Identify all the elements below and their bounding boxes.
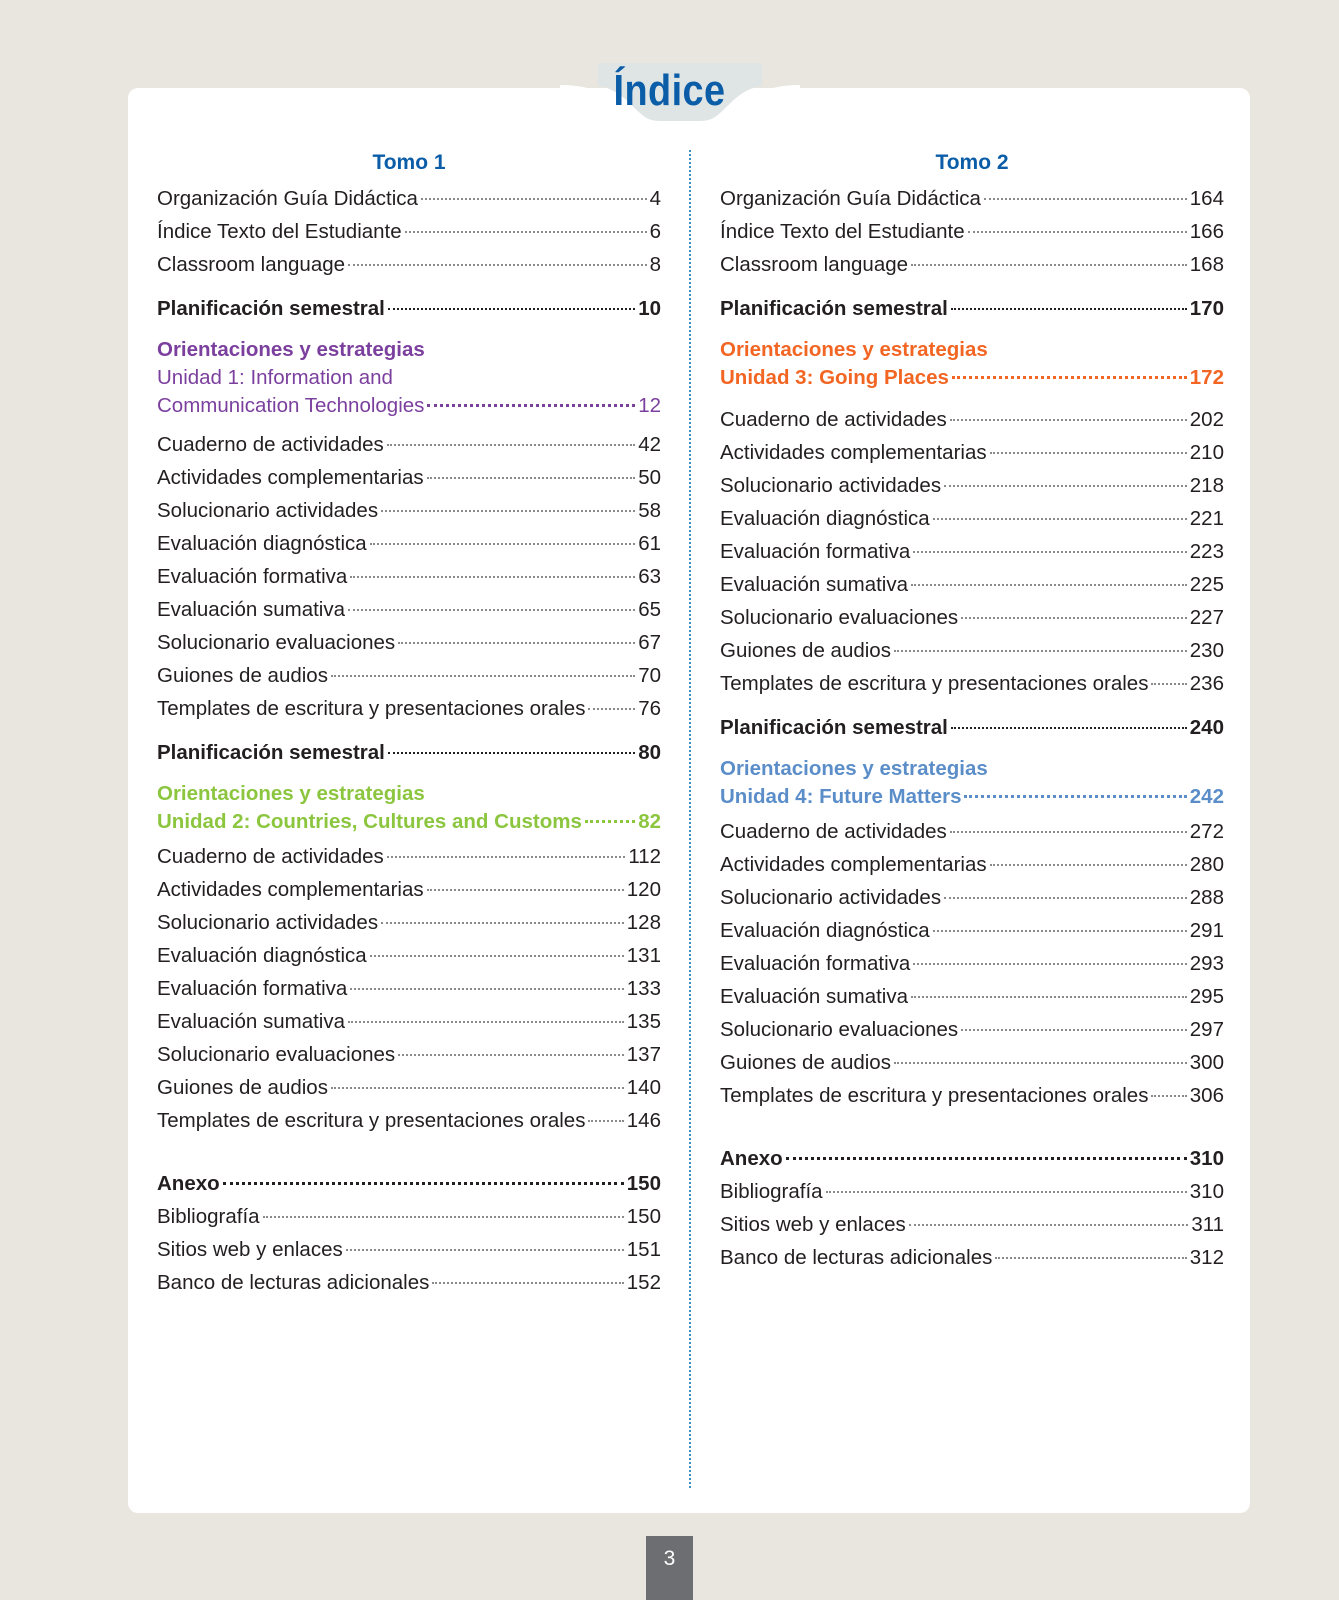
toc-entry-unit-2[interactable]: Unidad 2: Countries, Cultures and Customs 82 <box>157 810 661 833</box>
toc-entry[interactable]: Sitios web y enlaces 151 <box>157 1238 661 1261</box>
dot-leader <box>388 752 635 754</box>
tomo-2-column <box>720 148 1224 1274</box>
dot-leader <box>427 477 636 479</box>
dot-leader <box>348 264 647 266</box>
section-heading-unit-1: Orientaciones y estrategias <box>157 338 425 361</box>
toc-entry[interactable]: Organización Guía Didáctica 4 <box>157 187 661 210</box>
toc-entry[interactable]: Guiones de audios 230 <box>720 639 1224 662</box>
dot-leader <box>331 1087 624 1089</box>
toc-entry[interactable]: Evaluación sumativa 225 <box>720 573 1224 596</box>
toc-entry[interactable]: Índice Texto del Estudiante 166 <box>720 220 1224 243</box>
tomo-2-heading: Tomo 2 <box>935 151 1009 174</box>
toc-entry[interactable]: Bibliografía 310 <box>720 1180 1224 1203</box>
dot-leader <box>388 308 635 310</box>
toc-entry[interactable]: Guiones de audios 70 <box>157 664 661 687</box>
dot-leader <box>990 864 1187 866</box>
toc-entry[interactable]: Evaluación diagnóstica 131 <box>157 944 661 967</box>
section-heading-unit-4: Orientaciones y estrategias <box>720 757 988 780</box>
dot-leader <box>398 642 635 644</box>
dot-leader <box>432 1282 623 1284</box>
dot-leader <box>381 922 624 924</box>
dot-leader <box>913 551 1186 553</box>
toc-entry[interactable]: Actividades complementarias 120 <box>157 878 661 901</box>
dot-leader <box>911 996 1187 998</box>
toc-entry[interactable]: Classroom language 168 <box>720 253 1224 276</box>
dot-leader <box>995 1257 1186 1259</box>
toc-entry[interactable]: Actividades complementarias 280 <box>720 853 1224 876</box>
toc-entry[interactable]: Banco de lecturas adicionales 312 <box>720 1246 1224 1269</box>
dot-leader <box>1151 1095 1186 1097</box>
tomo-1-heading: Tomo 1 <box>372 151 446 174</box>
toc-entry[interactable]: Templates de escritura y presentaciones orales 306 <box>720 1084 1224 1107</box>
toc-entry-anexo[interactable]: Anexo 150 <box>157 1172 661 1195</box>
dot-leader <box>421 198 647 200</box>
dot-leader <box>786 1157 1187 1160</box>
toc-entry[interactable]: Actividades complementarias 210 <box>720 441 1224 464</box>
dot-leader <box>350 988 623 990</box>
dot-leader <box>826 1191 1187 1193</box>
toc-entry[interactable]: Solucionario actividades 128 <box>157 911 661 934</box>
toc-entry[interactable]: Solucionario actividades 218 <box>720 474 1224 497</box>
dot-leader <box>964 795 1186 798</box>
toc-entry[interactable]: Organización Guía Didáctica 164 <box>720 187 1224 210</box>
dot-leader <box>405 231 647 233</box>
dot-leader <box>952 376 1187 379</box>
page-number: 3 <box>646 1536 693 1600</box>
toc-entry-unit-4[interactable]: Unidad 4: Future Matters 242 <box>720 785 1224 808</box>
toc-entry[interactable]: Evaluación sumativa 135 <box>157 1010 661 1033</box>
dot-leader <box>990 452 1187 454</box>
dot-leader <box>350 576 635 578</box>
toc-entry[interactable]: Evaluación sumativa 65 <box>157 598 661 621</box>
toc-entry[interactable]: Cuaderno de actividades 272 <box>720 820 1224 843</box>
toc-entry-unit-3[interactable]: Unidad 3: Going Places 172 <box>720 366 1224 389</box>
dot-leader <box>346 1249 624 1251</box>
dot-leader <box>894 1062 1187 1064</box>
toc-entry[interactable]: Solucionario evaluaciones 227 <box>720 606 1224 629</box>
dot-leader <box>951 308 1187 310</box>
dot-leader <box>911 264 1187 266</box>
dot-leader <box>427 889 624 891</box>
toc-entry[interactable]: Solucionario actividades 288 <box>720 886 1224 909</box>
dot-leader <box>370 543 635 545</box>
toc-entry[interactable]: Solucionario evaluaciones 137 <box>157 1043 661 1066</box>
dot-leader <box>968 231 1187 233</box>
dot-leader <box>370 955 624 957</box>
dot-leader <box>950 419 1187 421</box>
toc-entry[interactable]: Sitios web y enlaces 311 <box>720 1213 1224 1236</box>
toc-entry-planificacion[interactable]: Planificación semestral 170 <box>720 297 1224 320</box>
section-heading-unit-2: Orientaciones y estrategias <box>157 782 425 805</box>
toc-entry[interactable]: Actividades complementarias 50 <box>157 466 661 489</box>
toc-entry[interactable]: Banco de lecturas adicionales 152 <box>157 1271 661 1294</box>
dot-leader <box>950 831 1187 833</box>
toc-entry[interactable]: Evaluación formativa 63 <box>157 565 661 588</box>
dot-leader <box>984 198 1187 200</box>
toc-entry[interactable]: Evaluación diagnóstica 61 <box>157 532 661 555</box>
unit-1-title-line-1: Unidad 1: Information and <box>157 366 393 389</box>
dot-leader <box>933 518 1187 520</box>
toc-entry-planificacion[interactable]: Planificación semestral 80 <box>157 741 661 764</box>
dot-leader <box>961 617 1187 619</box>
toc-entry[interactable]: Solucionario evaluaciones 67 <box>157 631 661 654</box>
dot-leader <box>944 485 1187 487</box>
toc-entry[interactable]: Guiones de audios 300 <box>720 1051 1224 1074</box>
dot-leader <box>387 856 626 858</box>
toc-entry-unit-1[interactable]: Communication Technologies 12 <box>157 394 661 417</box>
toc-entry[interactable]: Índice Texto del Estudiante 6 <box>157 220 661 243</box>
dot-leader <box>398 1054 624 1056</box>
section-heading-unit-3: Orientaciones y estrategias <box>720 338 988 361</box>
column-divider <box>689 150 691 1488</box>
toc-entry[interactable]: Solucionario evaluaciones 297 <box>720 1018 1224 1041</box>
dot-leader <box>588 708 635 710</box>
dot-leader <box>1151 683 1186 685</box>
toc-entry[interactable]: Evaluación diagnóstica 221 <box>720 507 1224 530</box>
dot-leader <box>913 963 1186 965</box>
toc-entry[interactable]: Templates de escritura y presentaciones orales 146 <box>157 1109 661 1132</box>
dot-leader <box>427 404 635 407</box>
toc-entry[interactable]: Bibliografía 150 <box>157 1205 661 1228</box>
dot-leader <box>387 444 635 446</box>
toc-entry[interactable]: Templates de escritura y presentaciones orales 76 <box>157 697 661 720</box>
toc-entry[interactable]: Cuaderno de actividades 42 <box>157 433 661 456</box>
dot-leader <box>961 1029 1187 1031</box>
dot-leader <box>911 584 1187 586</box>
dot-leader <box>588 1120 623 1122</box>
dot-leader <box>585 820 635 823</box>
toc-entry[interactable]: Evaluación diagnóstica 291 <box>720 919 1224 942</box>
toc-entry[interactable]: Guiones de audios 140 <box>157 1076 661 1099</box>
dot-leader <box>933 930 1187 932</box>
toc-entry[interactable]: Templates de escritura y presentaciones orales 236 <box>720 672 1224 695</box>
toc-entry-anexo[interactable]: Anexo 310 <box>720 1147 1224 1170</box>
toc-entry-planificacion[interactable]: Planificación semestral 240 <box>720 716 1224 739</box>
dot-leader <box>263 1216 624 1218</box>
toc-entry[interactable]: Evaluación formativa 223 <box>720 540 1224 563</box>
toc-entry[interactable]: Classroom language 8 <box>157 253 661 276</box>
dot-leader <box>951 727 1187 729</box>
dot-leader <box>944 897 1187 899</box>
toc-entry[interactable]: Evaluación formativa 133 <box>157 977 661 1000</box>
dot-leader <box>381 510 635 512</box>
tomo-1-column <box>157 148 661 1299</box>
toc-entry[interactable]: Cuaderno de actividades 112 <box>157 845 661 868</box>
dot-leader <box>331 675 635 677</box>
toc-entry-planificacion[interactable]: Planificación semestral 10 <box>157 297 661 320</box>
dot-leader <box>909 1224 1189 1226</box>
toc-entry[interactable]: Evaluación formativa 293 <box>720 952 1224 975</box>
dot-leader <box>894 650 1187 652</box>
toc-entry[interactable]: Evaluación sumativa 295 <box>720 985 1224 1008</box>
toc-entry[interactable]: Cuaderno de actividades 202 <box>720 408 1224 431</box>
page-title: Índice <box>613 66 726 115</box>
dot-leader <box>348 609 635 611</box>
dot-leader <box>223 1182 624 1185</box>
dot-leader <box>348 1021 624 1023</box>
toc-entry[interactable]: Solucionario actividades 58 <box>157 499 661 522</box>
